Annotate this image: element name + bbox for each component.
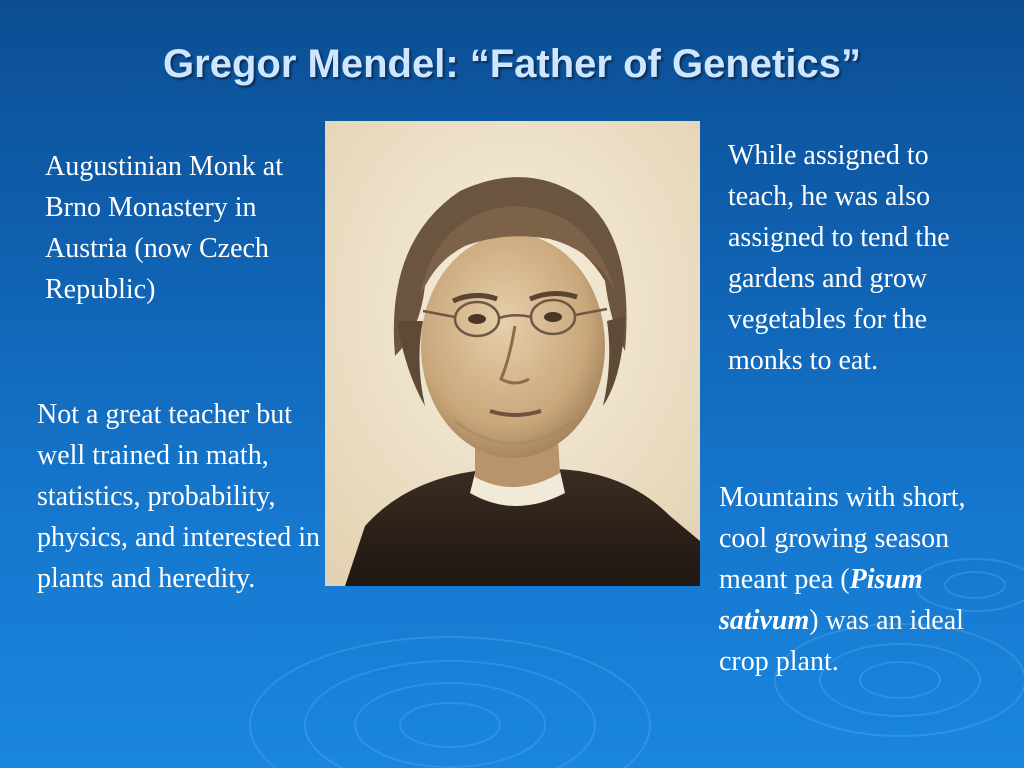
pea-species-name: Pisum sativum — [719, 564, 923, 636]
slide-title: Gregor Mendel: “Father of Genetics” — [163, 42, 861, 86]
monk-description: Augustinian Monk at Brno Monastery in Austria (now Czech Republic) — [45, 151, 283, 305]
mountains-text-end: ) was an ideal crop plant. — [719, 605, 964, 677]
mountains-description — [719, 477, 1004, 682]
teacher-description: Not a great teacher but well trained in math, statistics, probability, physics, and interested in plants and heredity. — [37, 399, 321, 594]
gardens-description: While assigned to teach, he was also assigned to tend the gardens and grow vegetables for the monks to eat. — [728, 140, 950, 376]
mountains-text-start: Mountains with short, cool growing season meant pea ( — [719, 482, 966, 595]
portrait-photo-icon — [325, 121, 700, 586]
